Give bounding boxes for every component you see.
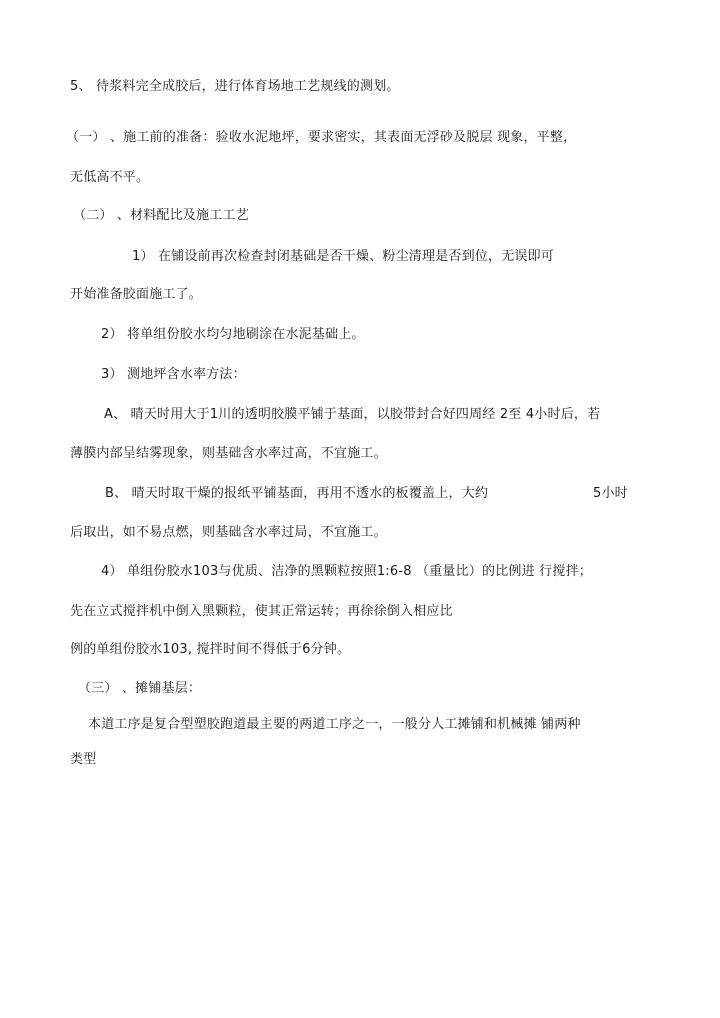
section-3-heading: （三） 、摊铺基层：	[78, 681, 202, 696]
item-3-line: 3） 测地坪含水率方法：	[101, 367, 246, 382]
item-4-line-2: 先在立式搅拌机中倒入黑颗粒，使其正常运转；再徐徐倒入相应比	[70, 604, 453, 619]
section-3-body-line-1: 本道工序是复合型塑胶跑道最主要的两道工序之一，一般分人工摊铺和机械摊 铺两种	[88, 717, 581, 732]
item-4-line-1: 4） 单组份胶水103与优质、洁净的黑颗粒按照1:6-8 （重量比）的比例进 行搅拌；	[101, 564, 592, 579]
section-2-heading: （二） 、材料配比及施工工艺	[73, 208, 249, 223]
item-2-line: 2） 将单组份胶水均匀地刷涂在水泥基础上。	[101, 327, 365, 342]
method-b-line-1: B、 晴天时取干燥的报纸平铺基面，再用不透水的板覆盖上，大约	[105, 486, 489, 501]
item-4-line-3: 例的单组份胶水103, 搅拌时间不得低于6分钟。	[70, 642, 351, 657]
step-5-line: 5、 待浆料完全成胶后，进行体育场地工艺规线的测划。	[70, 79, 400, 94]
method-b-line-2: 后取出，如不易点燃，则基础含水率过局，不宜施工。	[70, 525, 387, 540]
item-1-line-2: 开始准备胶面施工了。	[70, 287, 203, 302]
method-a-line-1: A、 晴天时用大于1川的透明胶膜平铺于基面，以胶带封合好四周经 2至 4小时后，若	[104, 407, 601, 422]
section-3-body-line-2: 类型	[70, 752, 97, 767]
item-1-line-1: 1） 在铺设前再次检查封闭基础是否干燥、粉尘清理是否到位，无误即可	[132, 249, 555, 264]
method-a-line-2: 薄膜内部呈结雾现象，则基础含水率过高，不宜施工。	[70, 446, 387, 461]
section-1-line-2: 无低高不平。	[70, 170, 150, 185]
method-b-time: 5小时	[593, 486, 628, 501]
section-1-line-1: （一） 、施工前的准备：验收水泥地坪，要求密实，其表面无浮砂及脱层 现象，平整，	[66, 130, 577, 145]
